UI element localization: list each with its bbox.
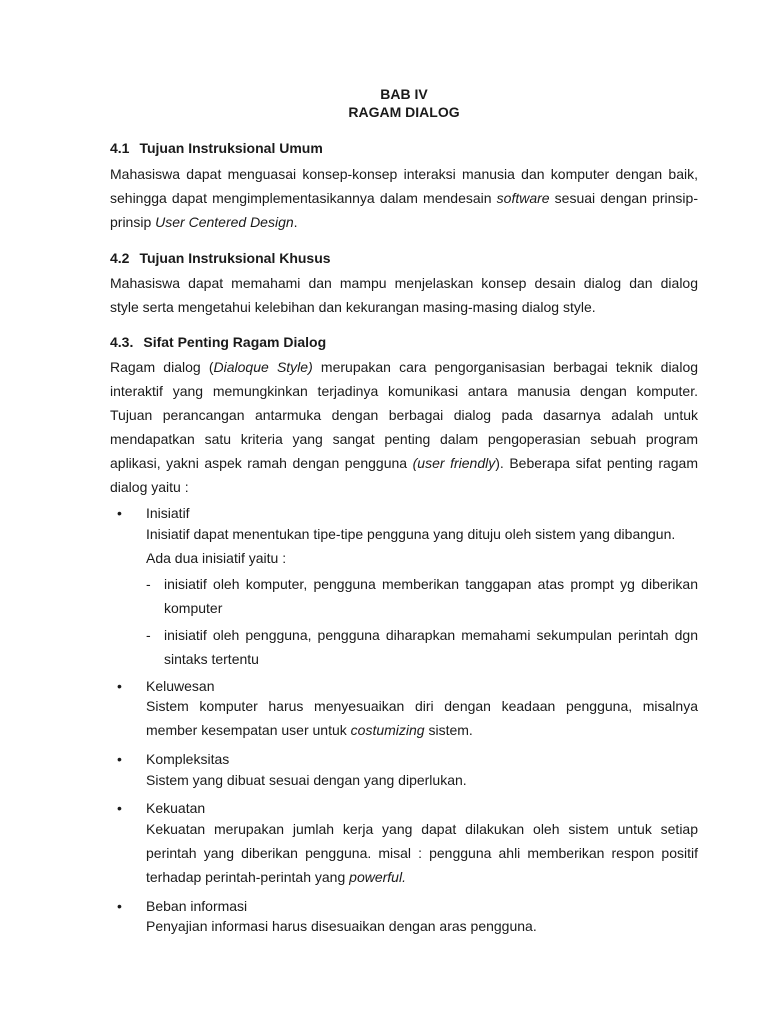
dash-icon: - (146, 627, 151, 643)
bullet-body-beban-informasi: Penyajian informasi harus disesuaikan dengan aras pengguna. (146, 918, 537, 934)
section-4-3-paragraph: Ragam dialog (Dialoque Style) merupakan cara pengorganisasian berbagai teknik dialog interaktif yang memungkinkan terjadinya komunikasi antara manusia dengan komputer. Tujuan perancangan antarmuka dengan berbagai dialog pada dasarnya adalah untuk mendapatkan satu kriteria yang sangat penting dalam pengoperasian sebuah program aplikasi, yakni aspek ramah dengan pengguna (user friendly). Beberapa sifat penting ragam dialog yaitu : (110, 359, 699, 495)
bullet-title-kompleksitas: Kompleksitas (146, 751, 230, 767)
section-title: Tujuan Instruksional Khusus (139, 250, 331, 266)
bullet-icon: • (117, 898, 122, 914)
section-4-2-heading (110, 248, 331, 268)
chapter-title: RAGAM DIALOG (348, 104, 460, 120)
section-4-1-heading (110, 138, 323, 158)
sub-item-inisiatif-pengguna: inisiatif oleh pengguna, pengguna diharapkan memahami sekumpulan perintah dgn sintaks tertentu (164, 627, 698, 667)
bullet-body-keluwesan: Sistem komputer harus menyesuaikan diri dengan keadaan pengguna, misalnya member kesempatan user untuk costumizing sistem. (146, 698, 698, 738)
bullet-icon: • (117, 505, 122, 521)
section-4-2-paragraph: Mahasiswa dapat memahami dan mampu menjelaskan konsep desain dialog dan dialog style serta mengetahui kelebihan dan kekurangan masing-masing dialog style. (110, 275, 698, 315)
chapter-label: BAB IV (380, 86, 428, 102)
bullet-title-keluwesan: Keluwesan (146, 678, 215, 694)
bullet-icon: • (117, 800, 122, 816)
section-number: 4.2 (110, 250, 130, 266)
bullet-title-kekuatan: Kekuatan (146, 800, 206, 816)
section-number: 4.3. (110, 334, 134, 350)
section-4-1-paragraph: Mahasiswa dapat menguasai konsep-konsep interaksi manusia dan komputer dengan baik, sehingga dapat mengimplementasikannya dalam mendesain software sesuai dengan prinsip- prinsip User Centered Design. (110, 166, 698, 230)
bullet-title-inisiatif: Inisiatif (146, 505, 190, 521)
bullet-icon: • (117, 678, 122, 694)
section-4-3-heading (110, 332, 326, 352)
bullet-icon: • (117, 751, 122, 767)
bullet-body-inisiatif: Inisiatif dapat menentukan tipe-tipe pengguna yang dituju oleh sistem yang dibangun. Ada dua inisiatif yaitu : (146, 526, 676, 566)
section-number: 4.1 (110, 140, 130, 156)
bullet-title-beban-informasi: Beban informasi (146, 898, 248, 914)
sub-item-inisiatif-komputer: inisiatif oleh komputer, pengguna memberikan tanggapan atas prompt yg diberikan komputer (164, 576, 698, 616)
section-title: Tujuan Instruksional Umum (139, 140, 323, 156)
section-title: Sifat Penting Ragam Dialog (143, 334, 327, 350)
dash-icon: - (146, 576, 151, 592)
bullet-body-kompleksitas: Sistem yang dibuat sesuai dengan yang diperlukan. (146, 772, 467, 788)
bullet-body-kekuatan: Kekuatan merupakan jumlah kerja yang dapat dilakukan oleh sistem untuk setiap perintah yang diberikan pengguna. misal : pengguna ahli memberikan respon positif terhadap perintah-perintah yang powerful. (146, 821, 698, 885)
